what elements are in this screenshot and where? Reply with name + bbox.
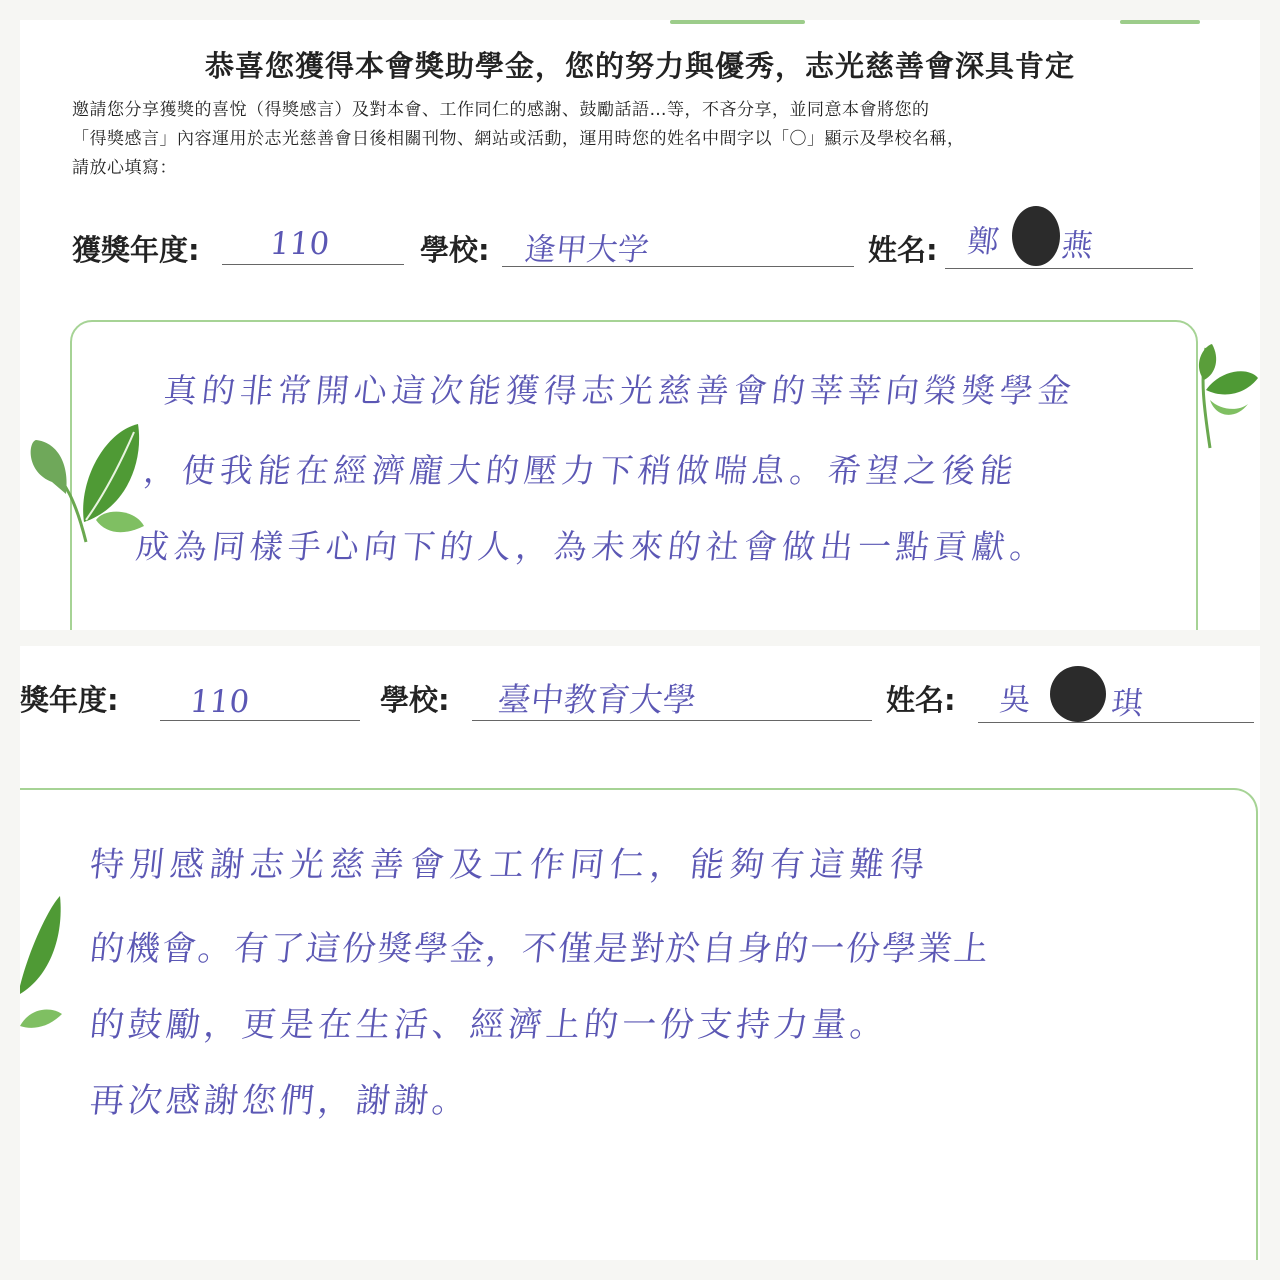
decorative-strip: [1120, 20, 1200, 24]
message-line-3: 的鼓勵，更是在生活、經濟上的一份支持力量。: [87, 1005, 891, 1045]
award-year-value: 110: [188, 684, 252, 720]
name-label: 姓名:: [868, 233, 938, 267]
award-year-value: 110: [268, 226, 332, 262]
school-label: 學校:: [420, 233, 490, 267]
name-redaction-mark: [1050, 666, 1106, 722]
school-label: 學校:: [380, 683, 450, 717]
leaf-icon: [26, 412, 146, 552]
award-year-label: 獎年度:: [20, 683, 119, 717]
message-line-2: ，使我能在經濟龐大的壓力下稍做喘息。希望之後能: [141, 451, 1021, 490]
name-redaction-mark: [1012, 206, 1060, 266]
name-first-char: 吳: [997, 682, 1033, 718]
award-year-line: [222, 264, 404, 265]
message-line-3: 成為同樣手心向下的人，為未來的社會做出一點貢獻。: [133, 527, 1051, 566]
name-first-char: 鄭: [965, 224, 1001, 260]
school-value: 逢甲大学: [522, 232, 651, 268]
award-form-top: [20, 20, 1260, 630]
name-last-char: 琪: [1109, 686, 1145, 722]
award-form-bottom: [20, 646, 1260, 1260]
instruction-line-2: 「得獎感言」內容運用於志光慈善會日後相關刊物、網站或活動，運用時您的姓名中間字以「〇」顯示及學校名稱，: [72, 129, 965, 149]
leaf-icon: [1190, 338, 1260, 458]
message-line-1: 特別感謝志光慈善會及工作同仁，能夠有這難得: [87, 845, 933, 885]
message-box: [20, 788, 1258, 1260]
message-box: [70, 320, 1198, 630]
name-label: 姓名:: [886, 683, 956, 717]
award-year-label: 獲獎年度:: [72, 233, 200, 267]
award-year-line: [160, 720, 360, 721]
message-line-1: 真的非常開心這次能獲得志光慈善會的莘莘向榮獎學金: [161, 371, 1079, 410]
school-value: 臺中教育大學: [495, 680, 698, 719]
decorative-strip: [670, 20, 805, 24]
form-headline: 恭喜您獲得本會獎助學金，您的努力與優秀，志光慈善會深具肯定: [204, 49, 1075, 83]
name-last-char: 燕: [1059, 228, 1095, 264]
instruction-line-3: 請放心填寫：: [72, 158, 177, 178]
name-line: [945, 268, 1193, 269]
leaf-icon: [20, 876, 70, 1036]
instruction-line-1: 邀請您分享獲獎的喜悅（得獎感言）及對本會、工作同仁的感謝、鼓勵話語…等，不吝分享，並同意本會將您的: [72, 100, 930, 120]
message-line-2: 的機會。有了這份獎學金，不僅是對於自身的一份學業上: [87, 929, 993, 969]
message-line-4: 再次感謝您們，謝謝。: [87, 1081, 473, 1121]
